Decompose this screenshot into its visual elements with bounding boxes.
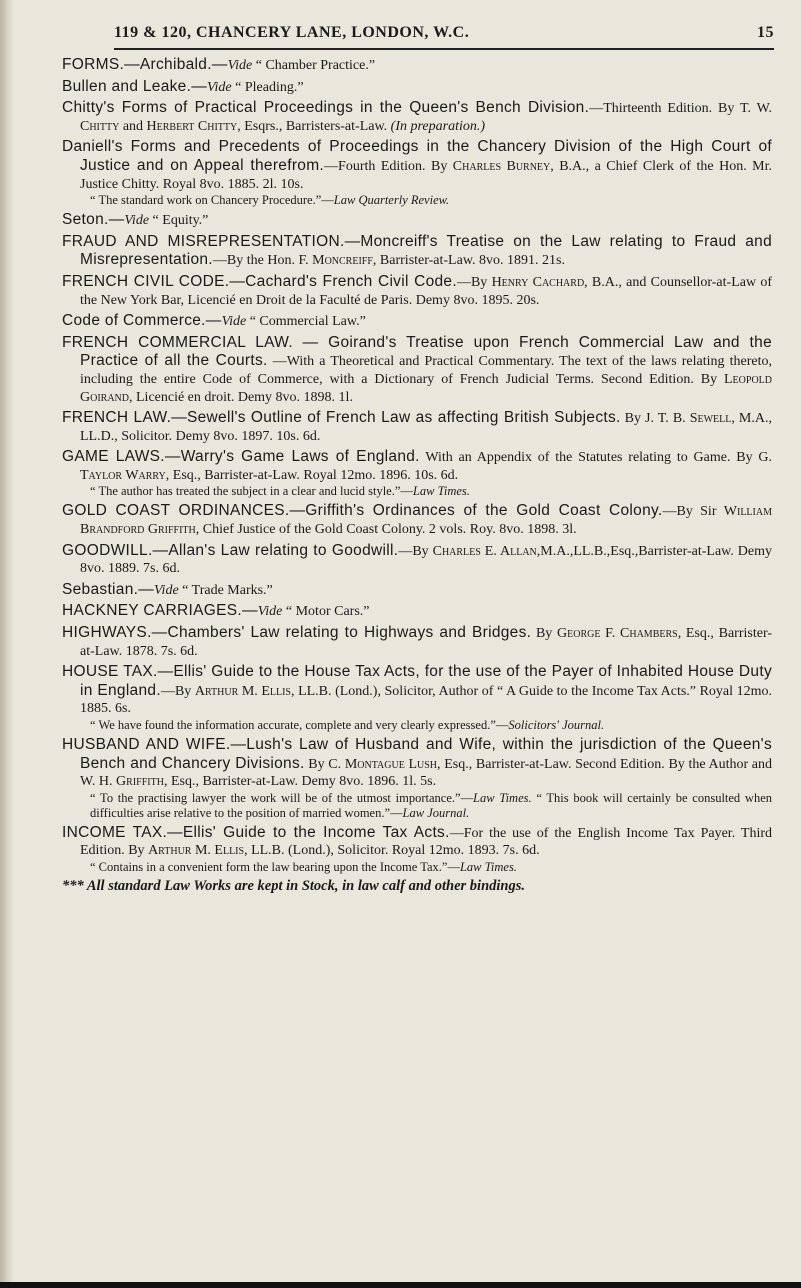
entry-heading: Code of Commerce.— bbox=[62, 312, 222, 330]
entry-heading: GOLD COAST ORDINANCES.—Griffith's Ordinances of the Gold Coast Colony. bbox=[62, 502, 663, 520]
entry-text: , LL.B. (Lond.), Solicitor, Author of “ A Guide to the Income Tax Acts.” Royal 12mo. 1885. 6s. bbox=[80, 683, 772, 717]
entry-heading: FORMS.—Archibald.— bbox=[62, 56, 228, 73]
entry-text: and bbox=[119, 118, 147, 134]
entry-heading: HUSBAND AND WIFE.—Lush's Law of Husband and Wife, within the jurisdiction of the Queen's Bench and Chancery Divisions. bbox=[62, 736, 772, 772]
entry-text: Taylor Warry bbox=[80, 467, 166, 483]
entry-text: —By the Hon. F. bbox=[212, 253, 313, 269]
catalogue-entry bbox=[62, 409, 772, 445]
catalogue-entry bbox=[62, 138, 772, 208]
entry-text: Arthur M. Ellis bbox=[148, 843, 245, 859]
entry-text: —By bbox=[160, 683, 195, 699]
entry-text: , Esq., Barrister-at-Law. 1878. 7s. 6d. bbox=[80, 626, 772, 659]
entry-text: “ Motor Cars.” bbox=[282, 604, 370, 620]
catalogue-entry bbox=[62, 542, 772, 578]
entry-text: Charles E. Allan bbox=[432, 543, 537, 559]
entry-text: By bbox=[531, 626, 557, 642]
review-quote bbox=[80, 860, 772, 875]
catalogue-entry bbox=[62, 663, 772, 733]
quote-text: “ The author has treated the subject in a clear and lucid style.”— bbox=[90, 484, 413, 499]
quote-text: Law Times. bbox=[412, 484, 470, 499]
entry-text: , Barrister-at-Law. 8vo. 1891. 21s. bbox=[372, 253, 565, 269]
entry-text: Chitty bbox=[80, 118, 120, 134]
entry-heading: GOODWILL.—Allan's Law relating to Goodwill. bbox=[62, 541, 399, 559]
entry-text: By J. T. B. bbox=[620, 411, 690, 427]
catalogue-entry bbox=[62, 99, 772, 135]
entry-text: , Chief Justice of the Gold Coast Colony. 2 vols. Roy. 8vo. 1898. 3l. bbox=[195, 522, 577, 538]
entry-text: —For the use of the English Income Tax Payer. Third Edition. By bbox=[80, 825, 772, 859]
entry-text: , M.A., LL.D., Solicitor. Demy 8vo. 1897. 10s. 6d. bbox=[80, 411, 772, 444]
entry-text: Vide bbox=[221, 314, 247, 330]
entry-text: ,M.A.,LL.B.,Esq.,Barrister-at-Law. Demy 8vo. 1889. 7s. 6d. bbox=[80, 543, 773, 577]
entry-text: , LL.B. (Lond.), Solicitor. Royal 12mo. 1893. 7s. 6d. bbox=[244, 843, 540, 859]
quote-text: Solicitors' Journal. bbox=[508, 718, 605, 732]
entry-text: Vide bbox=[154, 582, 179, 598]
review-quote bbox=[80, 484, 772, 499]
entry-heading: Seton.— bbox=[62, 211, 125, 229]
entry-text: , Esq., Barrister-at-Law. Royal 12mo. 1896. 10s. 6d. bbox=[165, 467, 459, 483]
entry-text: , Esq., Barrister-at-Law. Demy 8vo. 1896. 1l. 5s. bbox=[163, 774, 437, 790]
running-head bbox=[58, 0, 774, 56]
entry-text: —Thirteenth Edition. By T. W. bbox=[589, 101, 772, 117]
entry-text: , Esqrs., Barristers-at-Law. bbox=[237, 118, 391, 134]
entry-text: Henry Cachard bbox=[491, 274, 585, 290]
entry-heading: FRENCH COMMERCIAL LAW. — Goirand's Treatise upon French Commercial Law and the Practice of all the Courts. bbox=[62, 333, 772, 370]
entry-heading: HACKNEY CARRIAGES.— bbox=[62, 602, 258, 620]
entry-text: Herbert Chitty bbox=[146, 118, 238, 134]
page-edge-shadow bbox=[0, 0, 14, 1288]
catalogue-entry bbox=[62, 502, 772, 538]
catalogue-entry bbox=[62, 211, 772, 230]
entry-text: William Brandford Griffith bbox=[80, 504, 772, 538]
entry-heading: GAME LAWS.—Warry's Game Laws of England. bbox=[62, 448, 420, 466]
entry-heading: HIGHWAYS.—Chambers' Law relating to Highways and Bridges. bbox=[62, 624, 532, 642]
catalogue-entry bbox=[62, 56, 772, 75]
review-quote bbox=[80, 718, 772, 733]
catalogue-entry bbox=[62, 334, 772, 406]
entry-text: “ Commercial Law.” bbox=[246, 314, 366, 330]
entry-text: “ Chamber Practice.” bbox=[252, 58, 376, 73]
catalogue-entry bbox=[62, 624, 772, 660]
entry-text: Moncreiff bbox=[312, 253, 373, 269]
review-quote bbox=[80, 193, 772, 208]
entry-text: —By bbox=[398, 543, 433, 559]
catalogue-entry bbox=[62, 602, 772, 621]
entry-text: Vide bbox=[124, 213, 150, 229]
entry-text: Vide bbox=[227, 58, 253, 73]
quote-text: “ We have found the information accurate, complete and very clearly expressed.”— bbox=[90, 718, 509, 732]
quote-text: Law Journal. bbox=[402, 805, 470, 820]
page-bottom-border bbox=[0, 1282, 801, 1288]
catalogue-entry bbox=[62, 824, 772, 875]
catalogue-page bbox=[58, 0, 774, 1288]
entry-heading: Chitty's Forms of Practical Proceedings in the Queen's Bench Division. bbox=[62, 99, 590, 117]
entry-text: , Esq., Barrister-at-Law. Second Edition. By the Author and W. H. bbox=[80, 756, 773, 790]
entry-text: With an Appendix of the Statutes relating to Game. By G. bbox=[419, 450, 772, 466]
quote-text: “ To the practising lawyer the work will be of the utmost importance.”— bbox=[90, 790, 474, 805]
entry-heading: HOUSE TAX.—Ellis' Guide to the House Tax Acts, for the use of the Payer of Inhabited House Duty in England. bbox=[62, 663, 772, 699]
entry-text: Arthur M. Ellis bbox=[194, 683, 291, 699]
quote-text: Law Times. bbox=[473, 790, 532, 805]
quote-text: “ This book will certainly be consulted when difficulties arise relative to the position of married women.”— bbox=[90, 790, 772, 820]
quote-text: Law Quarterly Review. bbox=[333, 193, 450, 208]
review-quote bbox=[80, 791, 772, 821]
entry-text: Leopold Goirand bbox=[80, 371, 772, 405]
entry-heading: FRENCH LAW.—Sewell's Outline of French Law as affecting British Subjects. bbox=[62, 409, 621, 427]
quote-text: “ The standard work on Chancery Procedure.”— bbox=[90, 193, 334, 208]
entry-text: —Fourth Edition. By bbox=[324, 158, 453, 174]
stock-note: *** All standard Law Works are kept in Stock, in law calf and other bindings. bbox=[62, 877, 526, 894]
running-head-title: 119 & 120, CHANCERY LANE, LONDON, W.C. bbox=[114, 24, 470, 41]
header-rule bbox=[114, 48, 774, 50]
entry-text: “ Pleading.” bbox=[231, 79, 304, 95]
entry-text: —By bbox=[456, 274, 492, 290]
entry-text: Vide bbox=[207, 79, 232, 95]
catalogue-entry bbox=[62, 448, 772, 499]
catalogue-entry bbox=[62, 312, 772, 331]
catalogue-entry bbox=[62, 736, 772, 821]
entry-heading: FRENCH CIVIL CODE.—Cachard's French Civil Code. bbox=[62, 272, 457, 290]
entry-text: Charles Burney bbox=[452, 158, 551, 174]
entry-text: “ Trade Marks.” bbox=[178, 582, 273, 598]
entry-text: —With a Theoretical and Practical Commentary. The text of the laws relating thereto, including the entire Code of Commerce, with a Dictionary of French Judicial Terms. Second Edition. By bbox=[80, 354, 772, 387]
entry-text: By C. bbox=[304, 756, 345, 772]
catalogue-entry bbox=[62, 233, 772, 270]
catalogue-entry bbox=[62, 273, 772, 309]
entry-text: , Licencié en droit. Demy 8vo. 1898. 1l. bbox=[129, 389, 353, 405]
entry-text: Montague Lush bbox=[344, 756, 438, 772]
page-number: 15 bbox=[757, 24, 774, 41]
catalogue-entries bbox=[58, 56, 774, 875]
quote-text: “ Contains in a convenient form the law bearing upon the Income Tax.”— bbox=[90, 859, 460, 874]
entry-text: (In preparation.) bbox=[390, 118, 486, 134]
entry-text: George F. Chambers bbox=[557, 626, 678, 642]
catalogue-entry bbox=[62, 78, 772, 97]
entry-heading: FRAUD AND MISREPRESENTATION.—Moncreiff's Treatise on the Law relating to Fraud and Misrepresentation. bbox=[62, 232, 772, 269]
entry-text: —By Sir bbox=[662, 504, 724, 520]
entry-text: Sewell bbox=[689, 411, 732, 427]
entry-heading: INCOME TAX.—Ellis' Guide to the Income Tax Acts. bbox=[62, 823, 450, 841]
entry-text: , B.A., a Chief Clerk of the Hon. Mr. Justice Chitty. Royal 8vo. 1885. 2l. 10s. bbox=[80, 158, 772, 192]
entry-text: “ Equity.” bbox=[149, 213, 209, 229]
catalogue-entry bbox=[62, 581, 772, 600]
entry-text: Vide bbox=[257, 604, 283, 620]
entry-heading: Daniell's Forms and Precedents of Proceedings in the Chancery Division of the High Court of Justice and on Appeal therefrom. bbox=[62, 138, 772, 174]
quote-text: Law Times. bbox=[459, 859, 517, 874]
entry-text: Griffith bbox=[116, 774, 164, 790]
entry-heading: Sebastian.— bbox=[62, 580, 155, 598]
entry-text: , B.A., and Counsellor-at-Law of the New York Bar, Licencié en Droit de la Faculté de Paris. Demy 8vo. 1895. 20s. bbox=[80, 274, 772, 308]
entry-heading: Bullen and Leake.— bbox=[62, 77, 207, 95]
